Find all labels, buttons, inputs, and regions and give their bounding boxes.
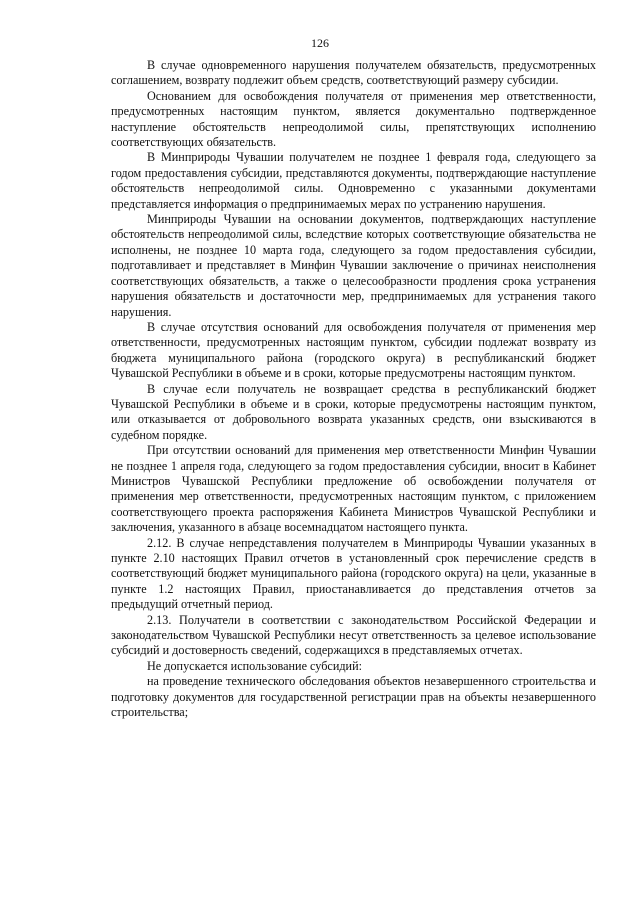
paragraph: В Минприроды Чувашии получателем не позднее 1 февраля года, следующего за годом предоставления субсидии, представляются документы, подтверждающие наступление обстоятельств непреодолимой силы. Одновременно с указанными документами представляется информация о предпринимаемых мерах по устранению нарушения. [111, 150, 596, 211]
paragraph: 2.12. В случае непредставления получателем в Минприроды Чувашии указанных в пункте 2.10 настоящих Правил отчетов в установленный срок перечисление средств в соответствующий бюджет муниципального района (городского округа) на цели, указанные в пункте 1.2 настоящих Правил, приостанавливается до представления отчетов за предыдущий отчетный период. [111, 535, 596, 612]
paragraph: Не допускается использование субсидий: [147, 658, 362, 673]
page-number: 126 [311, 36, 329, 50]
paragraph: Минприроды Чувашии на основании документов, подтверждающих наступление обстоятельств непреодолимой силы, вследствие которых соответствующие обязательства не исполнены, не позднее 10 марта года, следующего за годом предоставления субсидии, подготавливает и представляет в Минфин Чувашии заключение о причинах неисполнения соответствующих обязательств, а также о целесообразности продления срока устранения нарушения обязательств и достаточности мер, предпринимаемых для устранения такого нарушения. [111, 212, 596, 319]
paragraph: В случае если получатель не возвращает средства в республиканский бюджет Чувашской Республики в объеме и в сроки, которые предусмотрены настоящим пунктом, или отказывается от добровольного возврата указанных средств, они взыскиваются в судебном порядке. [111, 381, 596, 442]
paragraph: При отсутствии оснований для применения мер ответственности Минфин Чувашии не позднее 1 апреля года, следующего за годом предоставления субсидии, вносит в Кабинет Министров Чувашской Республики предложение об освобождении получателя от применения мер ответственности, предусмотренных настоящим пунктом, с приложением соответствующего проекта распоряжения Кабинета Министров Чувашской Республики и заключения, указанного в абзаце восемнадцатом настоящего пункта. [111, 443, 596, 535]
paragraph: 2.13. Получатели в соответствии с законодательством Российской Федерации и законодательством Чувашской Республики несут ответственность за целевое использование субсидий и достоверность сведений, содержащихся в представляемых отчетах. [111, 612, 596, 658]
document-body [111, 58, 596, 720]
paragraph: В случае одновременного нарушения получателем обязательств, предусмотренных соглашением, возврату подлежит объем средств, соответствующий размеру субсидии. [111, 58, 596, 88]
paragraph: на проведение технического обследования объектов незавершенного строительства и подготовку документов для государственной регистрации прав на объекты незавершенного строительства; [111, 674, 596, 720]
paragraph: В случае отсутствия оснований для освобождения получателя от применения мер ответственности, предусмотренных настоящим пунктом, субсидии подлежат возврату из бюджета муниципального района (городского округа) в республиканский бюджет Чувашской Республики в объеме и в сроки, которые предусмотрены настоящим пунктом. [111, 319, 596, 381]
paragraph: Основанием для освобождения получателя от применения мер ответственности, предусмотренных настоящим пунктом, является документально подтвержденное наступление обстоятельств непреодолимой силы, препятствующих исполнению соответствующих обязательств. [111, 88, 596, 150]
